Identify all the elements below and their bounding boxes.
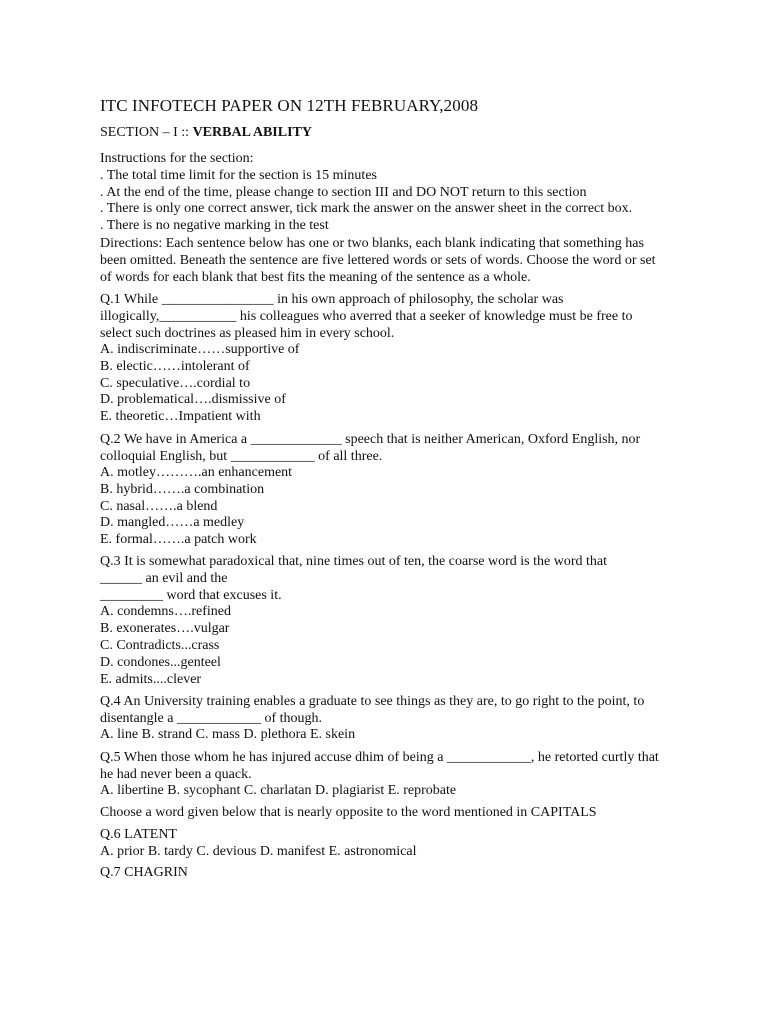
answer-option: E. theoretic…Impatient with: [100, 409, 261, 425]
question-text: Q.3 It is somewhat paradoxical that, nine times out of ten, the coarse word is the word that: [100, 553, 607, 569]
question-block: [100, 554, 665, 688]
answer-option: B. electic……intolerant of: [100, 358, 250, 374]
instruction-item: . There is only one correct answer, tick mark the answer on the answer sheet in the correct box.: [100, 201, 633, 217]
answer-options-line: A. prior B. tardy C. devious D. manifest E. astronomical: [100, 843, 417, 859]
answer-options-line: A. line B. strand C. mass D. plethora E. skein: [100, 727, 356, 743]
answer-option: D. condones...genteel: [100, 654, 221, 670]
section-prefix: SECTION – I ::: [100, 125, 193, 140]
answer-option: A. condemns….refined: [100, 604, 232, 620]
answer-options-line: A. libertine B. sycophant C. charlatan D. plagiarist E. reprobate: [100, 783, 457, 799]
question-block: [100, 291, 665, 426]
document-page: [100, 95, 665, 882]
question-block: [100, 749, 665, 800]
answer-option: D. mangled……a medley: [100, 515, 245, 531]
question-text: Q.7 CHAGRIN: [100, 865, 188, 881]
question-text: Q.4 An University training enables a graduate to see things as they are, to go right to the point, to disentangle a ____________ of though.: [100, 694, 645, 727]
section-name: VERBAL ABILITY: [192, 125, 312, 140]
instructions-block: [100, 151, 665, 286]
answer-option: D. problematical….dismissive of: [100, 392, 286, 408]
answer-option: A. motley……….an enhancement: [100, 464, 293, 480]
answer-option: C. speculative….cordial to: [100, 375, 251, 391]
answer-option: C. nasal…….a blend: [100, 498, 218, 514]
answer-option: E. admits....clever: [100, 671, 202, 687]
section-heading: [100, 124, 665, 142]
question-text: ______ an evil and the: [100, 570, 228, 586]
page-title: ITC INFOTECH PAPER ON 12TH FEBRUARY,2008: [100, 96, 479, 115]
answer-option: A. indiscriminate……supportive of: [100, 341, 300, 357]
question-text: _________ word that excuses it.: [100, 587, 282, 603]
question-block: [100, 693, 665, 744]
answer-option: E. formal…….a patch work: [100, 532, 257, 548]
instruction-item: . At the end of the time, please change to section III and DO NOT return to this section: [100, 184, 587, 200]
question-block: [100, 431, 665, 549]
question-block: [100, 827, 665, 861]
answer-option: B. exonerates….vulgar: [100, 621, 230, 637]
question-text: Q.2 We have in America a _____________ speech that is neither American, Oxford English, nor colloquial English, but ____________ of all three.: [100, 431, 641, 464]
instruction-item: . The total time limit for the section is 15 minutes: [100, 167, 377, 183]
instruction-item: . There is no negative marking in the test: [100, 218, 329, 234]
answer-option: C. Contradicts...crass: [100, 637, 220, 653]
question-text: Q.6 LATENT: [100, 826, 177, 842]
instructions-heading: Instructions for the section:: [100, 151, 254, 166]
antonym-instruction: Choose a word given below that is nearly opposite to the word mentioned in CAPITALS: [100, 804, 597, 820]
question-block: [100, 865, 665, 882]
question-text: Q.1 While ________________ in his own approach of philosophy, the scholar was illogically,___________ his colleagues who averred that a seeker of knowledge must be free to select such doctrines as pleased him in every school.: [100, 291, 633, 341]
question-text: Q.5 When those whom he has injured accuse dhim of being a ____________, he retorted curtly that he had never been a quack.: [100, 750, 659, 783]
directions-text: Directions: Each sentence below has one or two blanks, each blank indicating that something has been omitted. Beneath the sentence are five lettered words or sets of words. Choose the word or set of words for each blank that best fits the meaning of the sentence as a whole.: [100, 235, 656, 285]
answer-option: B. hybrid…….a combination: [100, 481, 265, 497]
